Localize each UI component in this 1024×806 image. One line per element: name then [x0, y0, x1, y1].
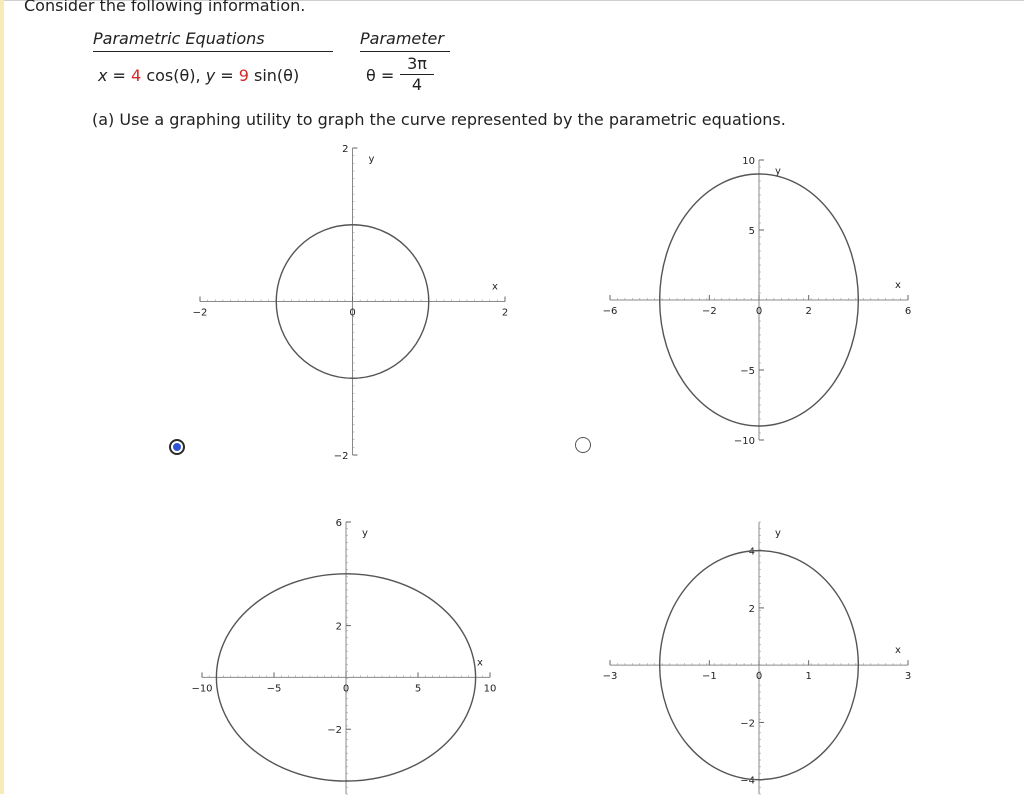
eq-y-prefix: y =: [205, 66, 239, 85]
x-axis-label: x: [895, 280, 901, 291]
y-tick-label: 2: [342, 144, 349, 155]
parametric-equations: [98, 66, 299, 85]
x-axis-label: x: [492, 281, 498, 293]
graph-a-svg: [190, 140, 530, 460]
y-axis-label: y: [362, 528, 368, 539]
x-tick-label: −6: [602, 306, 618, 317]
y-tick-label: −2: [333, 451, 349, 460]
eq-x-func: cos(θ),: [141, 66, 206, 85]
radio-option-b[interactable]: [575, 437, 591, 453]
y-tick-label: −4: [740, 775, 755, 787]
graph-d-svg: [598, 512, 918, 802]
y-axis-label: y: [368, 154, 375, 165]
y-tick-label: 2: [335, 621, 342, 633]
x-tick-label: 0: [342, 683, 350, 695]
y-tick-label: 10: [742, 156, 755, 167]
x-tick-label: 5: [414, 683, 422, 695]
intro-text: Consider the following information.: [24, 0, 306, 15]
eq-y-coef: 9: [238, 66, 249, 85]
x-tick-label: 0: [755, 671, 763, 683]
x-tick-label: 1: [805, 671, 812, 683]
x-tick-label: −1: [701, 671, 717, 683]
y-axis-label: y: [775, 528, 781, 539]
x-tick-label: 3: [904, 671, 912, 683]
x-tick-label: 2: [501, 307, 509, 319]
header-parametric-equations: Parametric Equations: [93, 29, 333, 52]
y-tick-label: 2: [748, 603, 755, 615]
y-tick-label: −5: [740, 366, 755, 377]
eq-y-func: sin(θ): [248, 66, 300, 85]
y-tick-label: −10: [733, 436, 755, 447]
graph-option-b: [598, 140, 918, 464]
graph-option-d: [598, 512, 918, 806]
x-tick-label: 10: [483, 683, 497, 695]
graph-c-svg: [190, 512, 510, 802]
eq-x-coef: 4: [131, 66, 142, 85]
radio-option-a[interactable]: [169, 439, 185, 455]
x-tick-label: 6: [904, 306, 912, 317]
x-tick-label: −3: [602, 671, 618, 683]
x-tick-label: −5: [266, 683, 282, 695]
graph-option-a: [190, 140, 530, 464]
y-tick-label: −2: [740, 718, 755, 730]
y-tick-label: −2: [327, 725, 342, 737]
y-tick-label: 5: [748, 226, 755, 237]
y-axis-label: y: [775, 166, 781, 177]
graph-option-c: [190, 512, 510, 806]
x-tick-label: 2: [805, 306, 812, 317]
header-parameter: Parameter: [360, 29, 450, 52]
x-axis-label: x: [477, 657, 483, 669]
graph-b-svg: [598, 140, 918, 460]
eq-x-prefix: x =: [98, 66, 132, 85]
param-lhs: θ =: [366, 66, 395, 85]
param-numerator: 3π: [400, 54, 434, 75]
left-accent-bar: [0, 0, 4, 794]
y-tick-label: 4: [748, 546, 755, 558]
x-tick-label: −2: [701, 306, 717, 317]
x-tick-label: 0: [755, 306, 763, 317]
x-axis-label: x: [895, 645, 901, 657]
question-text: (a) Use a graphing utility to graph the curve represented by the parametric equations.: [92, 110, 786, 129]
param-fraction: [400, 54, 434, 95]
x-tick-label: −10: [191, 683, 213, 695]
x-tick-label: 0: [349, 307, 356, 319]
y-tick-label: 6: [335, 518, 342, 529]
param-denominator: 4: [411, 75, 423, 94]
x-tick-label: −2: [192, 307, 208, 319]
